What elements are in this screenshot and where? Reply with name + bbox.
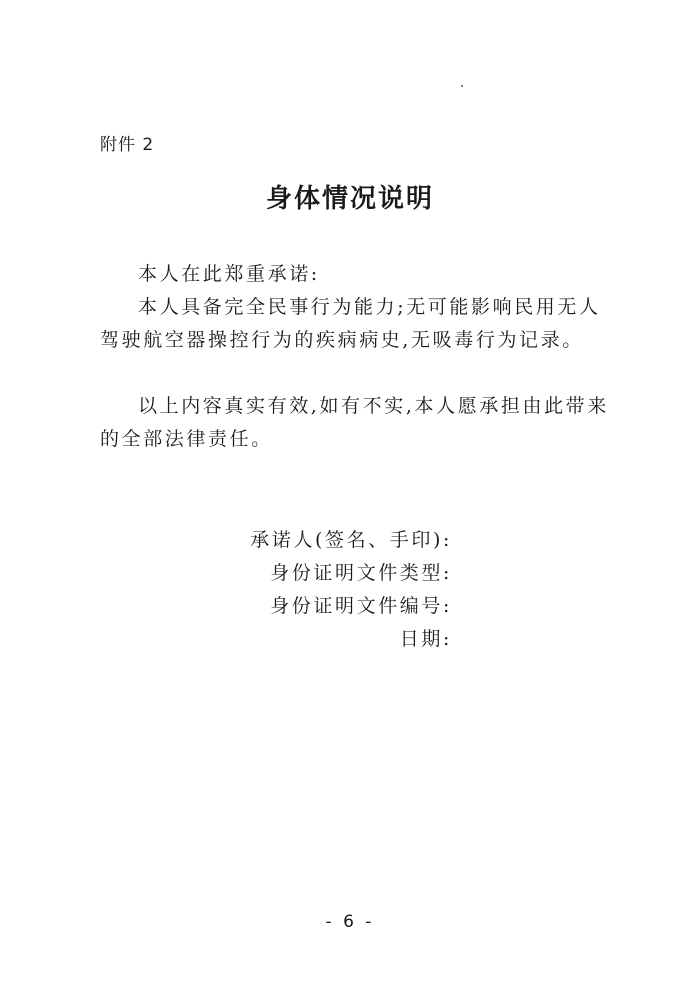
signature-block xyxy=(250,524,452,656)
signature-field-date: 日期: xyxy=(399,628,452,650)
attachment-label: 附件 2 xyxy=(100,135,155,155)
signature-field-signer: 承诺人(签名、手印): xyxy=(250,529,452,551)
scan-speck xyxy=(461,85,463,87)
page-number: - 6 - xyxy=(325,912,375,932)
commitment-section xyxy=(100,258,620,357)
signature-field-id-number: 身份证明文件编号: xyxy=(270,595,452,617)
liability-section xyxy=(100,390,620,456)
signature-field-id-type: 身份证明文件类型: xyxy=(270,562,452,584)
commitment-intro: 本人在此郑重承诺: xyxy=(138,263,320,285)
document-title: 身体情况说明 xyxy=(265,184,434,214)
commitment-statement: 本人具备完全民事行为能力;无可能影响民用无人驾驶航空器操控行为的疾病病史,无吸毒行为记录。 xyxy=(100,296,601,351)
liability-statement: 以上内容真实有效,如有不实,本人愿承担由此带来的全部法律责任。 xyxy=(100,395,609,450)
